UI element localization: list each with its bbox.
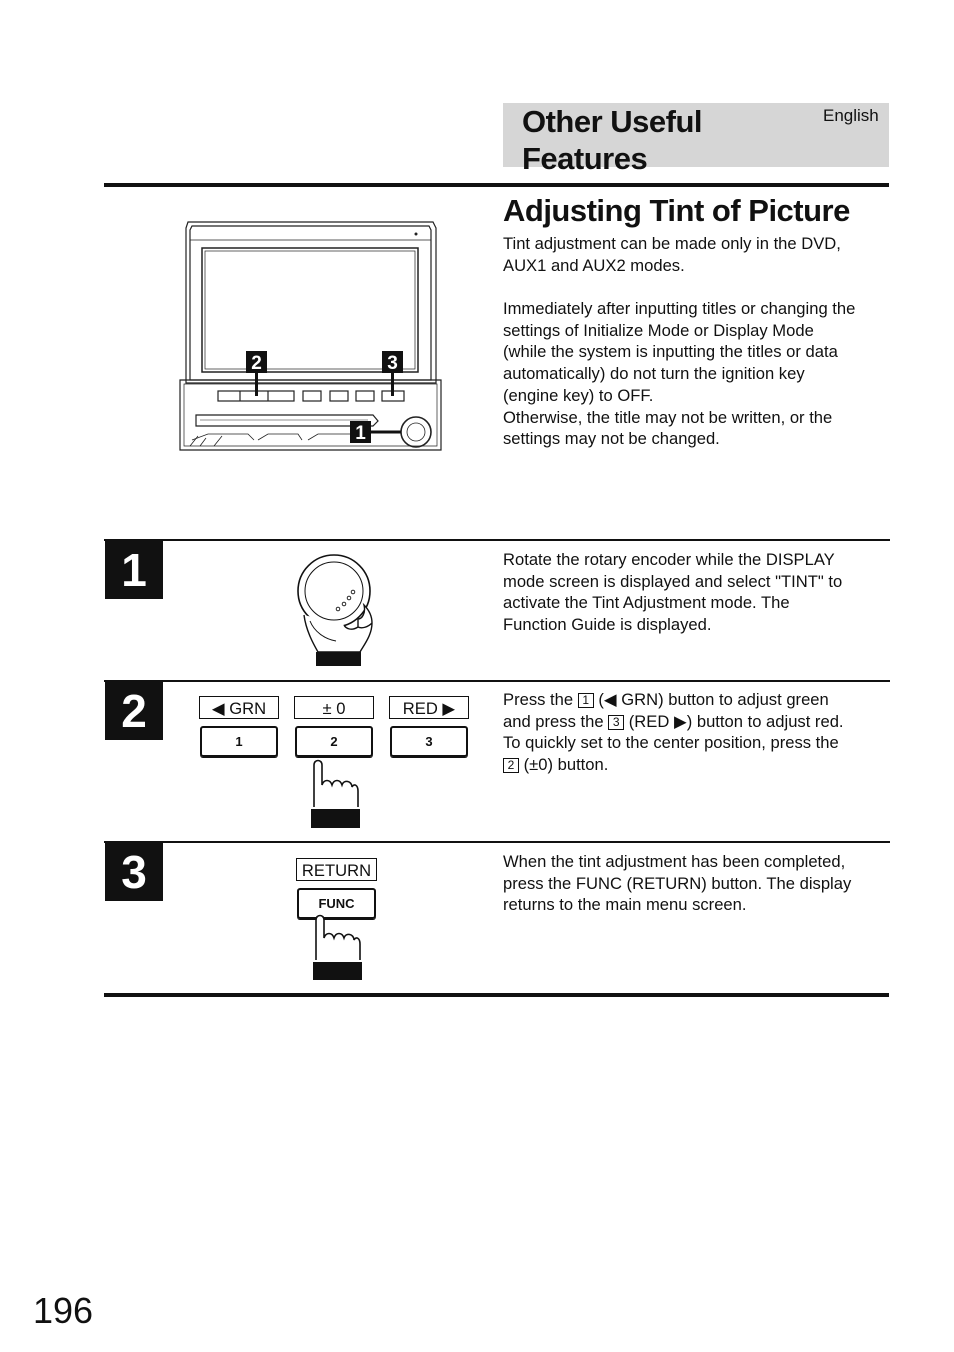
step-2-number: 2 xyxy=(105,682,163,740)
callout-3-label: 3 xyxy=(387,353,398,374)
top-rule xyxy=(104,183,889,187)
bottom-rule xyxy=(104,993,889,997)
step-3-number: 3 xyxy=(105,843,163,901)
pressing-hand-icon xyxy=(308,757,364,831)
page-number: 196 xyxy=(33,1290,94,1331)
step-1-text: Rotate the rotary encoder while the DISPLAY mode screen is displayed and select "TINT" to activate the Tint Adjustment mode. The Function Guide is displayed. xyxy=(503,550,843,635)
step-2-rule xyxy=(104,680,890,682)
intro-paragraph-1: Tint adjustment can be made only in the DVD, AUX1 and AUX2 modes. xyxy=(503,234,841,275)
intro-paragraph-2: Immediately after inputting titles or changing the settings of Initialize Mode or Display Mode (while the system is inputting the titles or data automatically) do not turn the ignition key (engine key) to OFF. Otherwise, the title may not be written, or the settings may not be changed. xyxy=(503,299,856,449)
pressing-hand-icon xyxy=(310,912,366,982)
zero-label: ± 0 xyxy=(294,696,374,719)
step-2-text: Press the 1 (◀ GRN) button to adjust green and press the 3 (RED ▶) button to adjust red. To quickly set to the center position, press the 2 (±0) button. xyxy=(503,690,844,775)
callout-1-label: 1 xyxy=(355,423,366,444)
page-heading: Adjusting Tint of Picture xyxy=(503,193,850,228)
head-unit-illustration xyxy=(178,218,443,454)
key-2-button[interactable]: 2 xyxy=(295,726,373,757)
inline-key-3: 3 xyxy=(608,715,624,730)
inline-key-1: 1 xyxy=(578,693,594,708)
step-3-rule xyxy=(104,841,890,843)
language-label: English xyxy=(823,106,879,125)
section-title: Other Useful Features xyxy=(522,104,703,176)
wrist-band xyxy=(316,652,361,666)
key-1-button[interactable]: 1 xyxy=(200,726,278,757)
rotary-encoder-hand-icon xyxy=(292,549,382,669)
indicator-dot-icon xyxy=(415,233,418,236)
red-label: RED ▶ xyxy=(389,696,469,719)
func-button[interactable]: FUNC xyxy=(297,888,376,919)
callout-2-label: 2 xyxy=(251,353,262,374)
step-1-number: 1 xyxy=(105,541,163,599)
inline-key-2: 2 xyxy=(503,758,519,773)
key-3-button[interactable]: 3 xyxy=(390,726,468,757)
step-3-text: When the tint adjustment has been completed, press the FUNC (RETURN) button. The display returns to the main menu screen. xyxy=(503,852,852,915)
step-1-rule xyxy=(104,539,890,541)
return-label: RETURN xyxy=(296,858,377,881)
grn-label: ◀ GRN xyxy=(199,696,279,719)
